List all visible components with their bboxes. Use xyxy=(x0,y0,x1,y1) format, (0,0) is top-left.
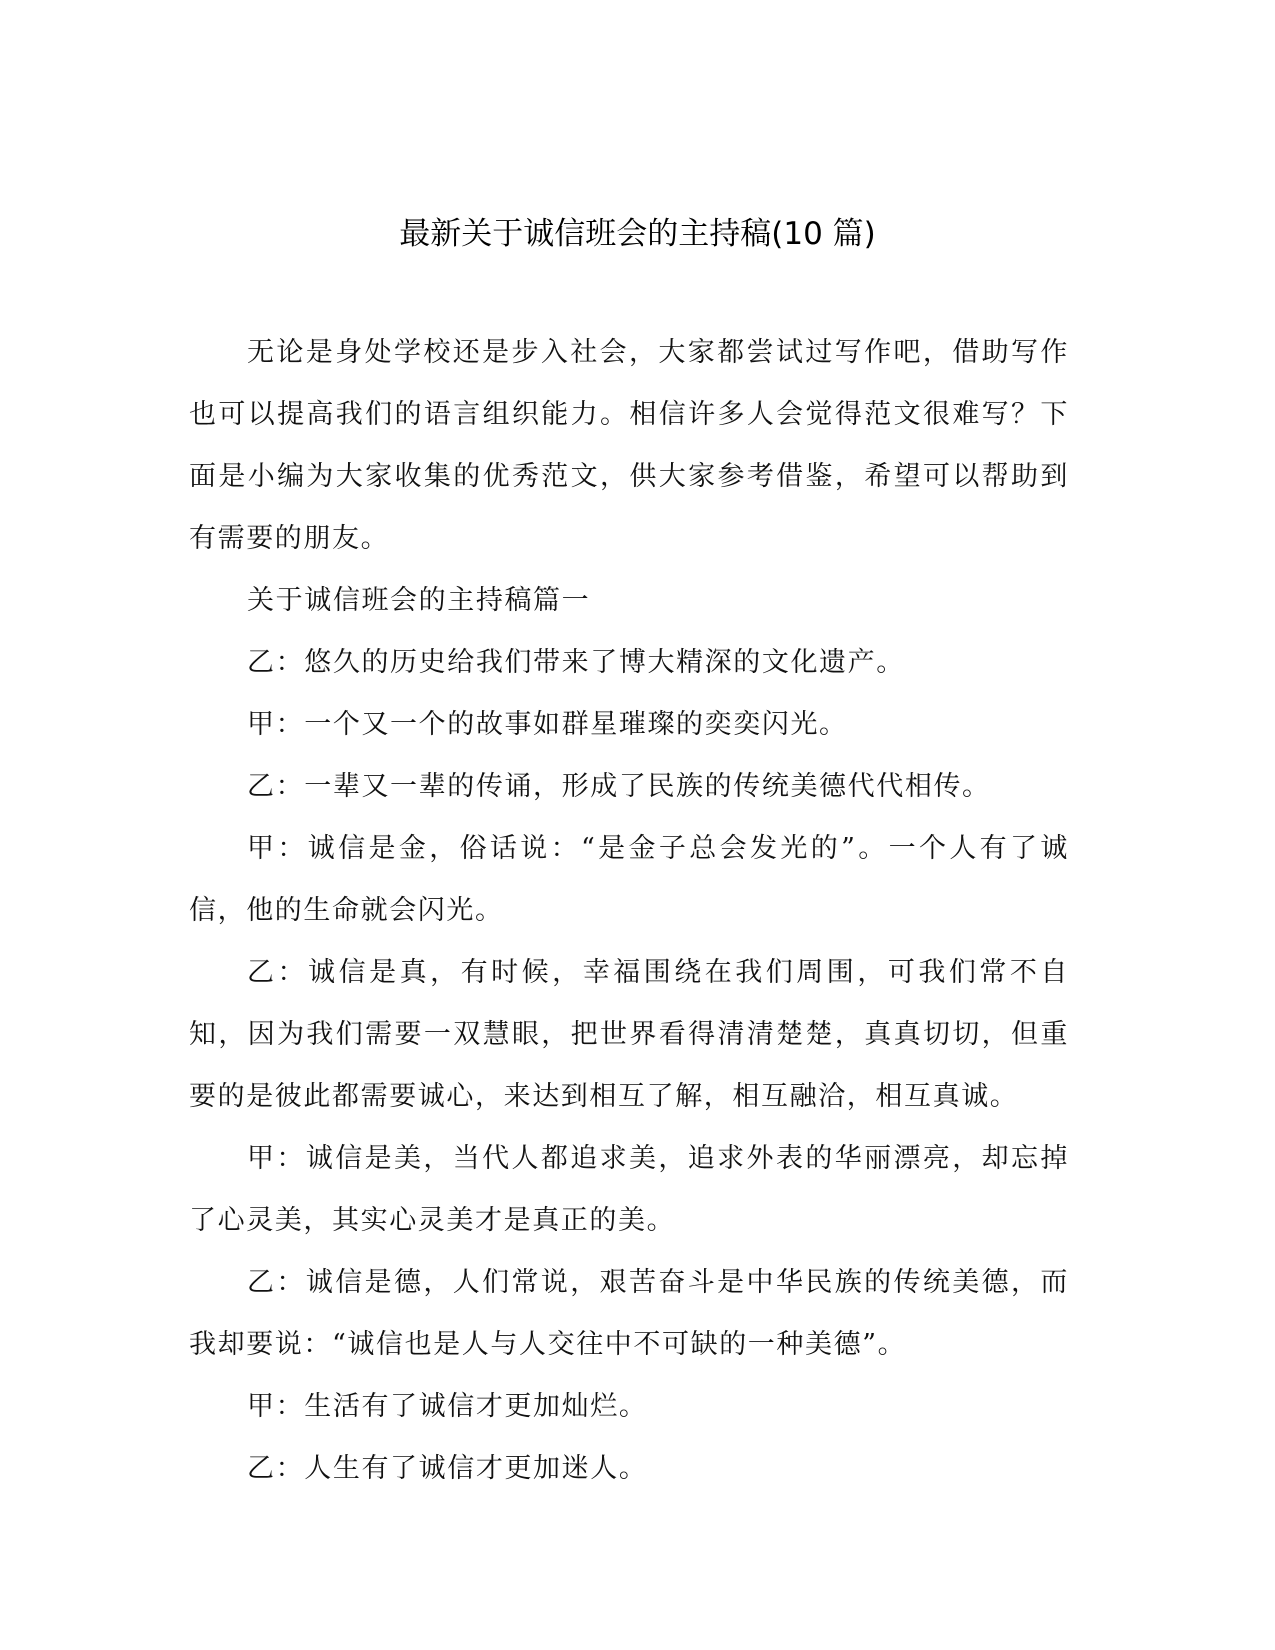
document-title: 最新关于诚信班会的主持稿(10 篇) xyxy=(399,216,876,252)
dialogue-line: 乙：悠久的历史给我们带来了博大精深的文化遗产。 xyxy=(247,647,905,678)
section-heading: 关于诚信班会的主持稿篇一 xyxy=(247,585,591,616)
dialogue-line: 甲：生活有了诚信才更加灿烂。 xyxy=(247,1391,648,1422)
dialogue-line: 乙：诚信是真，有时候，幸福围绕在我们周围，可我们常不自知，因为我们需要一双慧眼，把世界看得清清楚楚，真真切切，但重要的是彼此都需要诚心，来达到相互了解，相互融洽，相互真诚。 xyxy=(189,957,1069,1112)
dialogue-line: 乙：人生有了诚信才更加迷人。 xyxy=(247,1453,648,1484)
dialogue-line: 乙：一辈又一辈的传诵，形成了民族的传统美德代代相传。 xyxy=(247,771,991,802)
intro-paragraph: 无论是身处学校还是步入社会，大家都尝试过写作吧，借助写作也可以提高我们的语言组织能力。相信许多人会觉得范文很难写？下面是小编为大家收集的优秀范文，供大家参考借鉴，希望可以帮助到有需要的朋友。 xyxy=(189,337,1069,554)
dialogue-line: 乙：诚信是德，人们常说，艰苦奋斗是中华民族的传统美德，而我却要说：“诚信也是人与人交往中不可缺的一种美德”。 xyxy=(189,1267,1069,1360)
dialogue-line: 甲：诚信是金，俗话说：“是金子总会发光的”。一个人有了诚信，他的生命就会闪光。 xyxy=(189,833,1069,926)
dialogue-line: 甲：一个又一个的故事如群星璀璨的奕奕闪光。 xyxy=(247,709,848,740)
dialogue-line: 甲：诚信是美，当代人都追求美，追求外表的华丽漂亮，却忘掉了心灵美，其实心灵美才是真正的美。 xyxy=(189,1143,1069,1236)
document-body xyxy=(189,322,1069,1500)
